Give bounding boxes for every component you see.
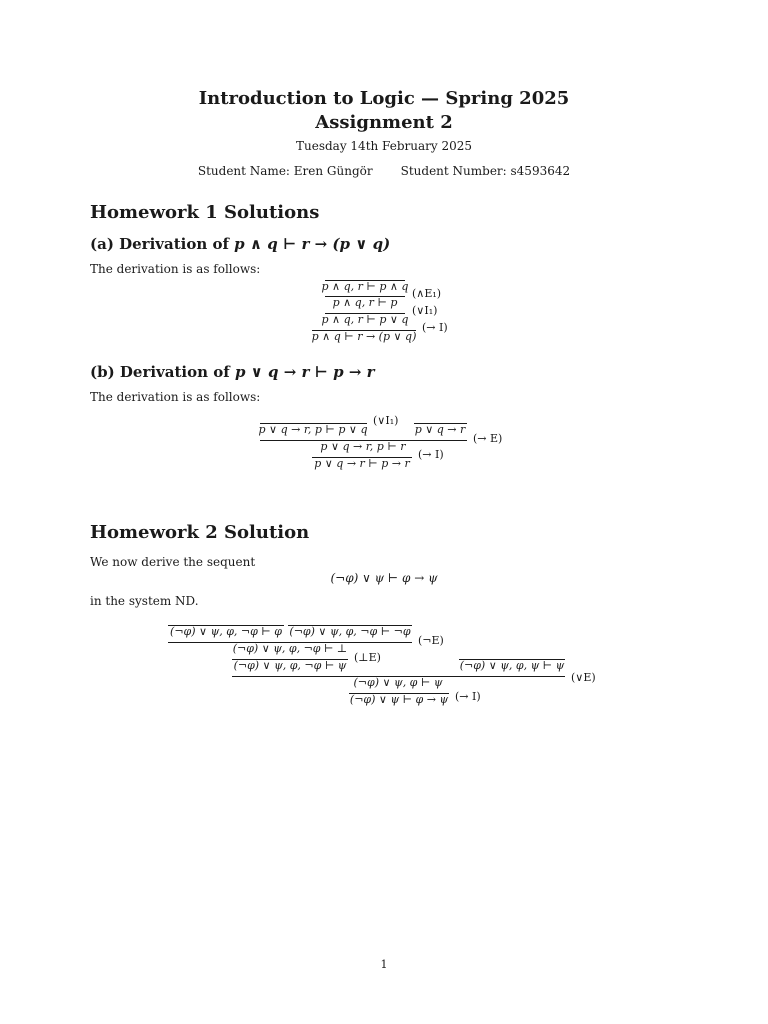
rule-label: (→ I) xyxy=(455,690,481,703)
rule-label: (∨I₁) xyxy=(412,304,438,317)
hw1-heading: Homework 1 Solutions xyxy=(90,202,320,223)
rule-label: (→ I) xyxy=(422,321,448,334)
page-number: 1 xyxy=(380,958,388,971)
document-date: Tuesday 14th February 2025 xyxy=(296,139,472,153)
proof-line: p ∨ q → r, p ⊢ r xyxy=(320,440,406,453)
hw1a-intro: The derivation is as follows: xyxy=(90,262,261,276)
rule-label: (→ I) xyxy=(418,448,444,461)
hw1b-heading-prefix: (b) Derivation of xyxy=(90,363,235,381)
document-subtitle: Assignment 2 xyxy=(315,112,453,133)
hw1b-heading-formula: p ∨ q → r ⊢ p → r xyxy=(234,363,375,381)
hw1b-intro: The derivation is as follows: xyxy=(90,390,261,404)
hw1a-heading xyxy=(90,235,390,253)
hw2-after: in the system ND. xyxy=(90,594,199,608)
hw2-intro: We now derive the sequent xyxy=(90,555,256,569)
student-number: Student Number: s4593642 xyxy=(400,164,571,178)
proof-line: p ∧ q, r ⊢ p ∧ q xyxy=(321,280,409,293)
rule-label: (→ E) xyxy=(473,432,503,445)
proof-line: (¬φ) ∨ ψ, φ, ψ ⊢ ψ xyxy=(459,659,565,672)
proof-line: p ∨ q → r ⊢ p → r xyxy=(314,457,410,470)
student-info xyxy=(0,164,768,178)
document-title: Introduction to Logic — Spring 2025 xyxy=(198,88,570,109)
rule-label: (¬E) xyxy=(418,634,444,647)
rule-label: (∨E) xyxy=(571,671,596,684)
proof-line: p ∧ q ⊢ r → (p ∨ q) xyxy=(311,330,417,343)
hw2-heading: Homework 2 Solution xyxy=(90,522,310,543)
hw1a-heading-prefix: (a) Derivation of xyxy=(90,235,235,253)
proof-line: (¬φ) ∨ ψ ⊢ φ → ψ xyxy=(349,693,449,706)
proof-line: p ∧ q, r ⊢ p ∨ q xyxy=(321,313,409,326)
proof-line: (¬φ) ∨ ψ, φ, ¬φ ⊢ ψ xyxy=(233,659,347,672)
hw2-sequent: (¬φ) ∨ ψ ⊢ φ → ψ xyxy=(330,571,438,585)
rule-label: (∧E₁) xyxy=(412,287,442,300)
student-name: Student Name: Eren Güngör xyxy=(197,164,373,178)
hw1a-heading-formula: p ∧ q ⊢ r → (p ∨ q) xyxy=(234,235,391,253)
proof-line: p ∨ q → r, p ⊢ p ∨ q xyxy=(258,423,368,436)
proof-line: (¬φ) ∨ ψ, φ, ¬φ ⊢ ¬φ xyxy=(289,625,411,638)
proof-line: (¬φ) ∨ ψ, φ ⊢ ψ xyxy=(353,676,443,689)
proof-line: p ∨ q → r xyxy=(414,423,466,436)
rule-label: (∨I₁) xyxy=(373,414,399,427)
proof-line: (¬φ) ∨ ψ, φ, ¬φ ⊢ ⊥ xyxy=(232,642,348,655)
hw1b-heading xyxy=(90,363,375,381)
rule-label: (⊥E) xyxy=(354,651,381,664)
proof-line: (¬φ) ∨ ψ, φ, ¬φ ⊢ φ xyxy=(170,625,282,638)
proof-line: p ∧ q, r ⊢ p xyxy=(332,296,398,309)
